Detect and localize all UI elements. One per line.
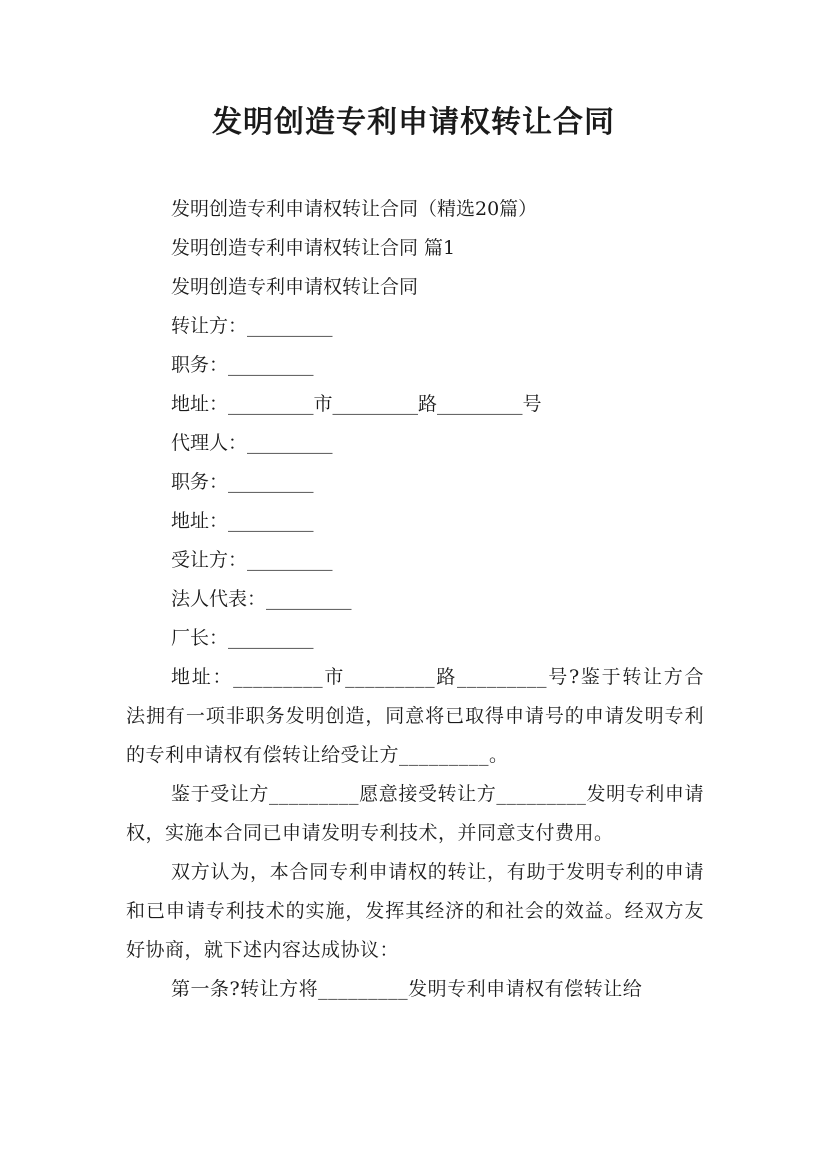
agent-position-field: 职务：_________ <box>171 471 314 493</box>
transferor-field: 转让方：_________ <box>171 315 333 337</box>
recital-paragraph-2: 鉴于受让方_________愿意接受转让方_________发明专利申请权，实施本合同已申请发明专利技术，并同意支付费用。 <box>126 783 704 844</box>
transferor-address-field: 地址：_________市_________路_________号 <box>171 393 542 415</box>
article-one-paragraph: 第一条?转让方将_________发明专利申请权有偿转让给 <box>171 978 643 1000</box>
recital-paragraph-1: 地址：_________市_________路_________号?鉴于转让方合法拥有一项非职务发明创造，同意将已取得申请号的申请发明专利的专利申请权有偿转让给受让方_________。 <box>126 666 704 766</box>
legal-representative-field: 法人代表：_________ <box>171 588 352 610</box>
article-heading: 发明创造专利申请权转让合同 篇1 <box>171 237 456 259</box>
factory-director-field: 厂长：_________ <box>171 627 314 649</box>
transferor-position-field: 职务：_________ <box>171 354 314 376</box>
collection-heading: 发明创造专利申请权转让合同（精选20篇） <box>171 198 538 220</box>
agent-field: 代理人：_________ <box>171 432 333 454</box>
transferee-field: 受让方：_________ <box>171 549 333 571</box>
document-body <box>126 190 704 1009</box>
recital-paragraph-3: 双方认为，本合同专利申请权的转让，有助于发明专利的申请和已申请专利技术的实施，发挥其经济的和社会的效益。经双方友好协商，就下述内容达成协议： <box>126 861 704 961</box>
contract-heading: 发明创造专利申请权转让合同 <box>171 276 419 298</box>
document-title: 发明创造专利申请权转让合同 <box>212 105 615 140</box>
agent-address-field: 地址：_________ <box>171 510 314 532</box>
